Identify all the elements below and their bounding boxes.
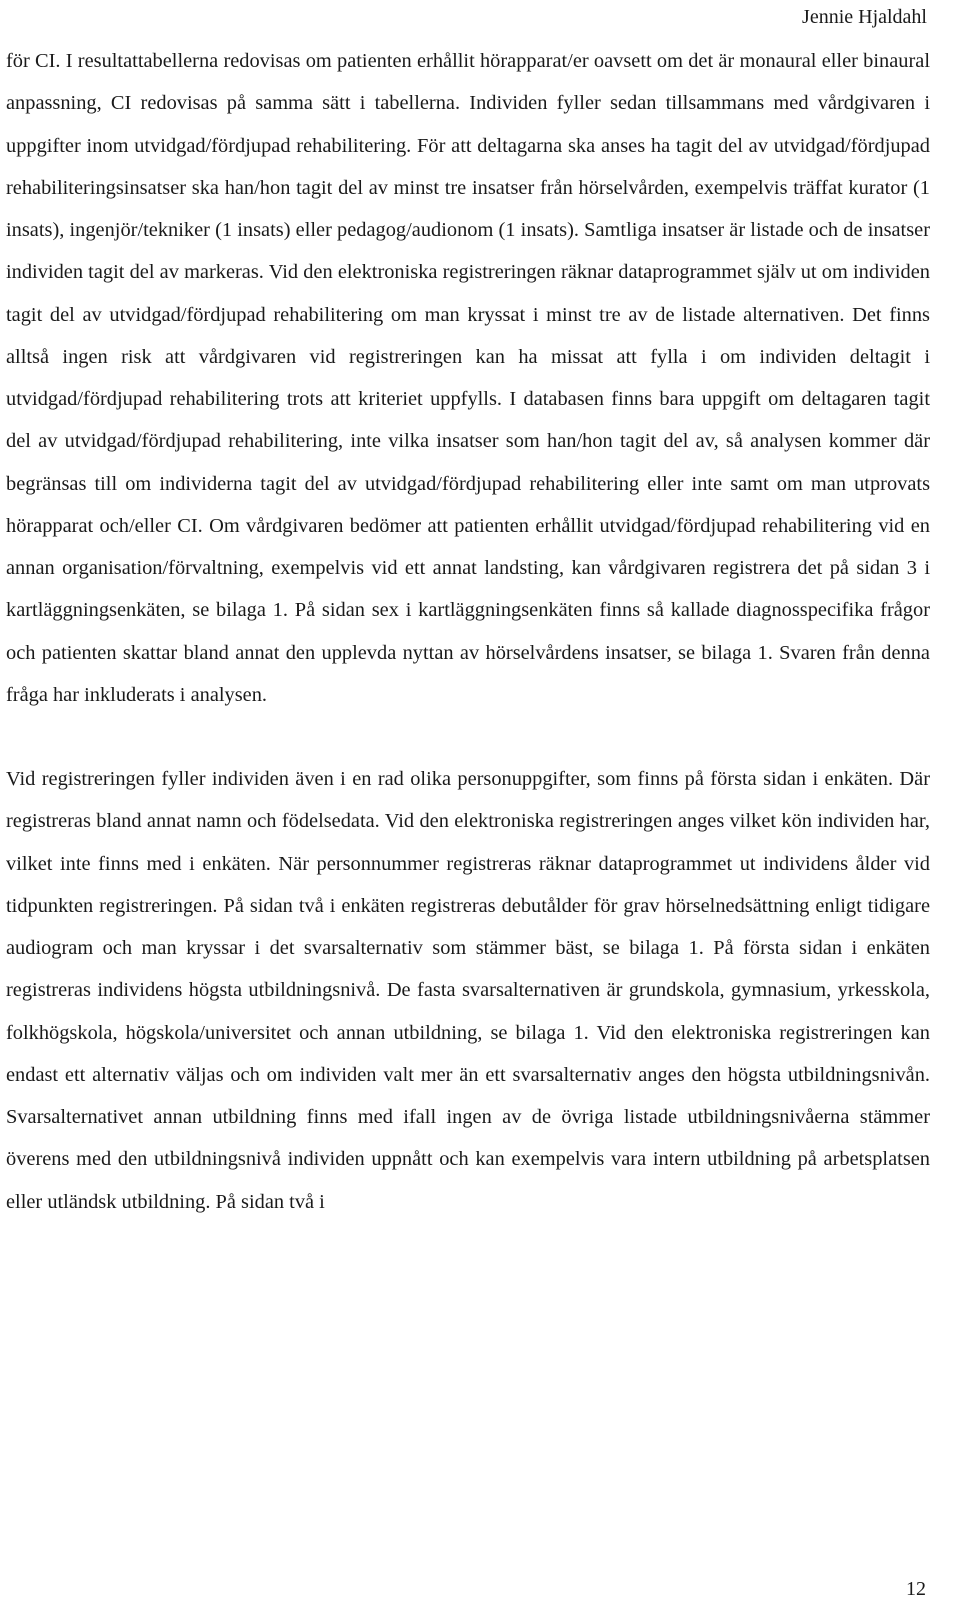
body-paragraph: för CI. I resultattabellerna redovisas om patienten erhållit hörapparat/er oavsett om det är monaural eller binaural anpassning, CI redovisas på samma sätt i tabellerna. Individen fyller sedan tillsammans med vårdgivaren i uppgifter inom utvidgad/fördjupad rehabilitering. För att deltagarna ska anses ha tagit del av utvidgad/fördjupad rehabiliteringsinsatser ska han/hon tagit del av minst tre insatser från hörselvården, exempelvis träffat kurator (1 insats), ingenjör/tekniker (1 insats) eller pedagog/audionom (1 insats). Samtliga insatser är listade och de insatser individen tagit del av markeras. Vid den elektroniska registreringen räknar dataprogrammet själv ut om individen tagit del av utvidgad/fördjupad rehabilitering om man kryssat i minst tre av de listade alternativen. Det finns alltså ingen risk att vårdgivaren vid registreringen kan ha missat att fylla i om individen deltagit i utvidgad/fördjupad rehabilitering trots att kriteriet uppfylls. I databasen finns bara uppgift om deltagaren tagit del av utvidgad/fördjupad rehabilitering, inte vilka insatser som han/hon tagit del av, så analysen kommer där begränsas till om individerna tagit del av utvidgad/fördjupad rehabilitering eller inte samt om man utprovats hörapparat och/eller CI. Om vårdgivaren bedömer att patienten erhållit utvidgad/fördjupad rehabilitering vid en annan organisation/förvaltning, exempelvis vid ett annat landsting, kan vårdgivaren registrera det på sidan 3 i kartläggningsenkäten, se bilaga 1. På sidan sex i kartläggningsenkäten finns så kallade diagnosspecifika frågor och patienten skattar bland annat den upplevda nyttan av hörselvårdens insatser, se bilaga 1. Svaren från denna fråga har inkluderats i analysen. bbox=[6, 50, 930, 706]
document-body bbox=[6, 40, 930, 1223]
body-paragraph: Vid registreringen fyller individen även i en rad olika personuppgifter, som finns på första sidan i enkäten. Där registreras bland annat namn och födelsedata. Vid den elektroniska registreringen anges vilket kön individen har, vilket inte finns med i enkäten. När personnummer registreras räknar dataprogrammet ut individens ålder vid tidpunkten registreringen. På sidan två i enkäten registreras debutålder för grav hörselnedsättning enligt tidigare audiogram och man kryssar i det svarsalternativ som stämmer bäst, se bilaga 1. På första sidan i enkäten registreras individens högsta utbildningsnivå. De fasta svarsalternativen är grundskola, gymnasium, yrkesskola, folkhögskola, högskola/universitet och annan utbildning, se bilaga 1. Vid den elektroniska registreringen kan endast ett alternativ väljas och om individen valt mer än ett svarsalternativ anges den högsta utbildningsnivån. Svarsalternativet annan utbildning finns med ifall ingen av de övriga listade utbildningsnivåerna stämmer överens med den utbildningsnivå individen uppnått och kan exempelvis vara intern utbildning på arbetsplatsen eller utländsk utbildning. På sidan två i bbox=[6, 768, 930, 1213]
page-number: 12 bbox=[906, 1578, 926, 1600]
running-header-author: Jennie Hjaldahl bbox=[802, 6, 927, 28]
